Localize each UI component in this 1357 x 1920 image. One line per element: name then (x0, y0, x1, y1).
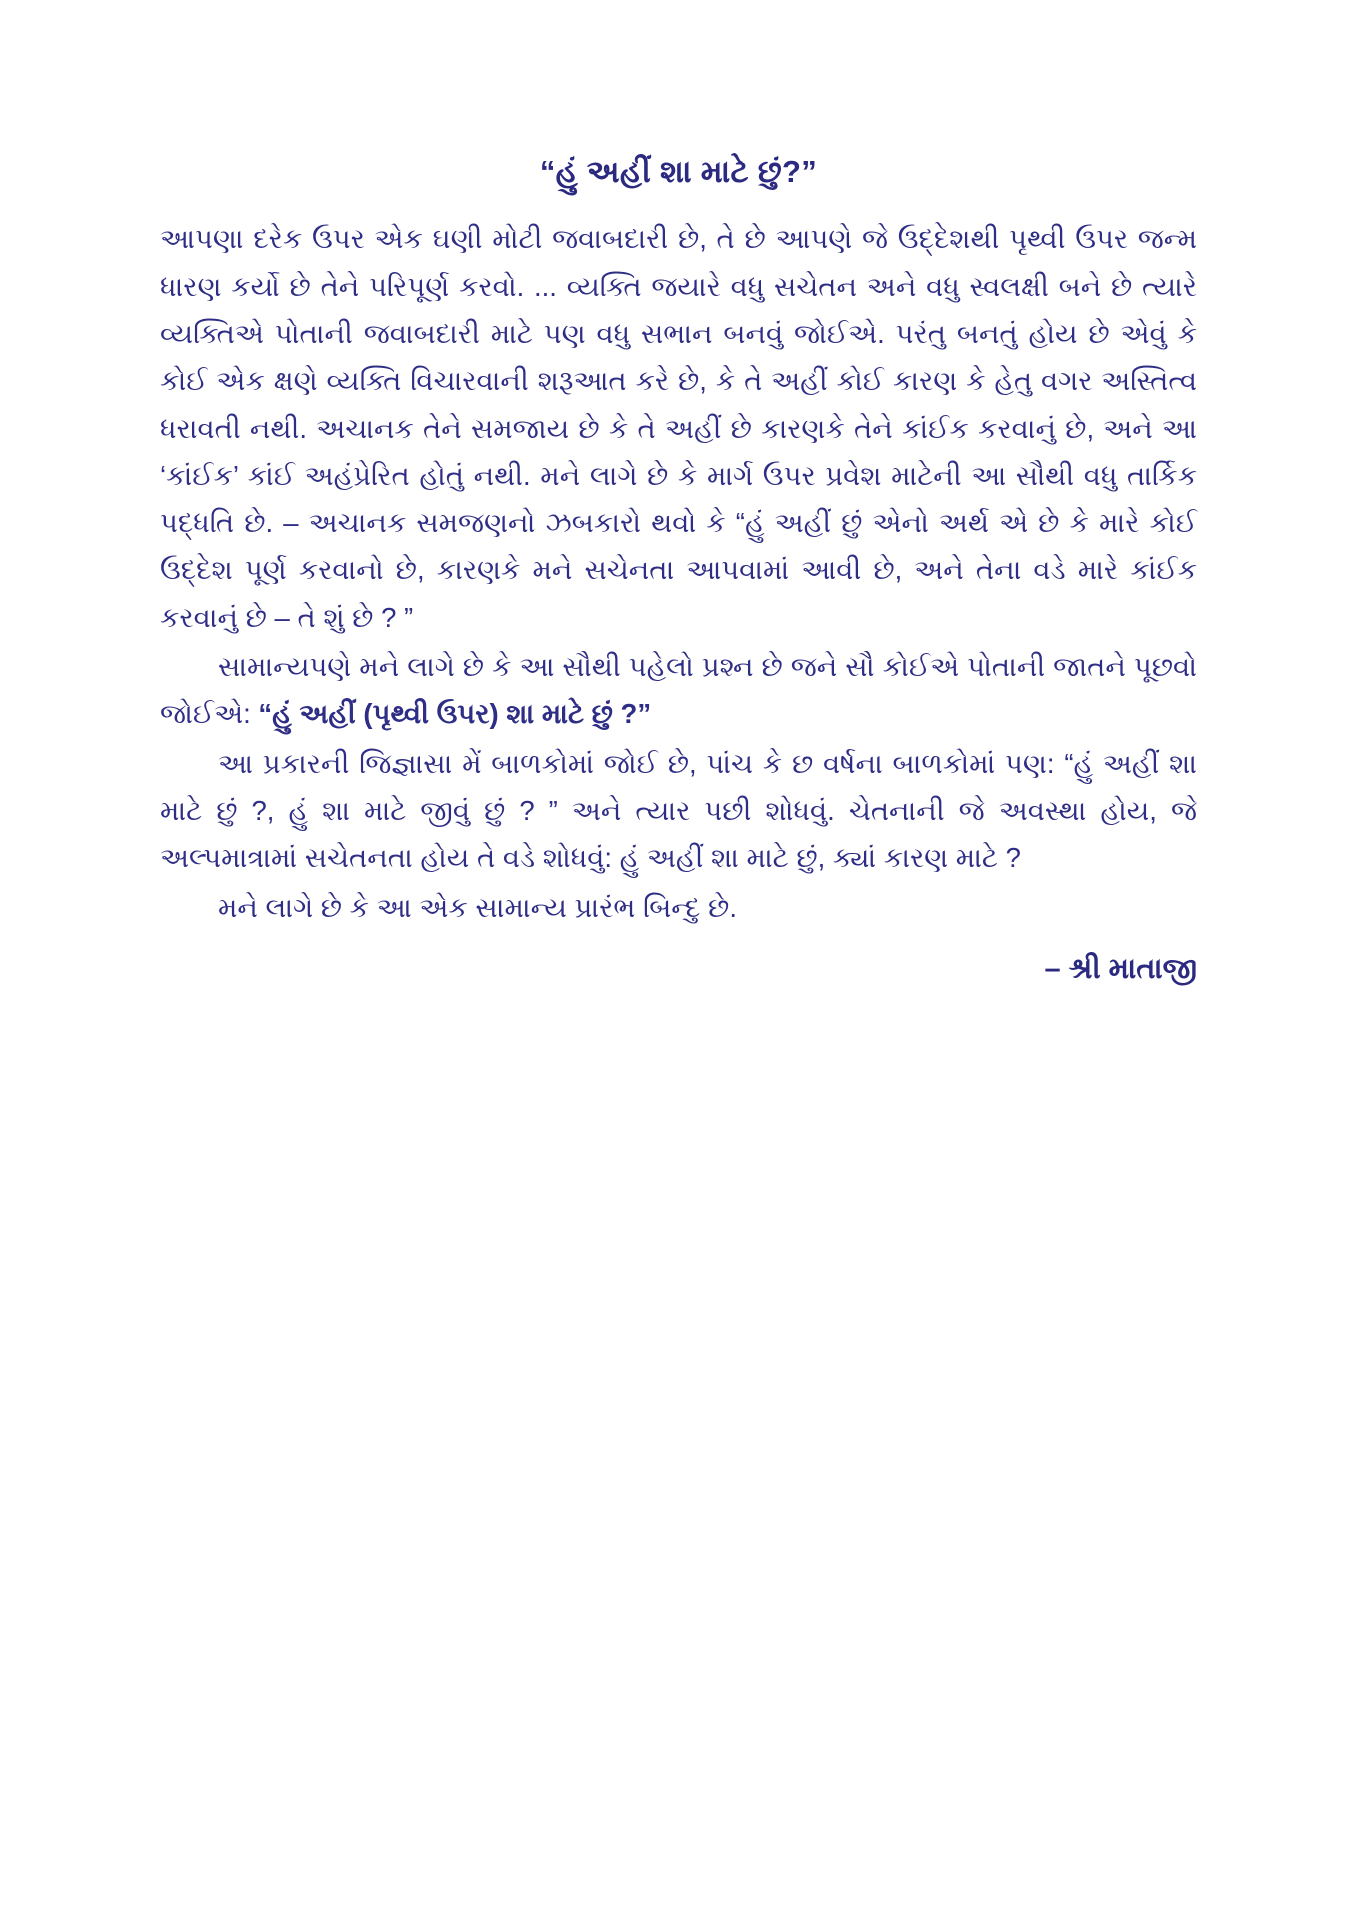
paragraph-3: આ પ્રકારની જિજ્ઞાસા મેં બાળકોમાં જોઈ છે, પાંચ કે છ વર્ષના બાળકોમાં પણ: “હું અહીં શા માટે છું ?, હું શા માટે જીવું છું ? ” અને ત્યાર પછી શોધવું. ચેતનાની જે અવસ્થા હોય, જે અલ્પમાત્રામાં સચેતનતા હોય તે વડે શોધવું: હું અહીં શા માટે છું, ક્યાં કારણ માટે ? (160, 747, 1197, 874)
paragraph-2-text: સામાન્યપણે મને લાગે છે કે આ સૌથી પહેલો પ્રશ્ન છે જને સૌ કોઈએ પોતાની જાતને પૂછવો જોઈએ: (160, 651, 1197, 730)
paragraph-2-emphasis: “હું અહીં (પૃથ્વી ઉપર) શા માટે છું ?” (258, 698, 652, 730)
paragraph-1: આપણા દરેક ઉપર એક ઘણી મોટી જવાબદારી છે, તે છે આપણે જે ઉદ્દેશથી પૃથ્વી ઉપર જન્મ ધારણ કર્યો છે તેને પરિપૂર્ણ કરવો. ... વ્યક્તિ જયારે વધુ સચેતન અને વધુ સ્વલક્ષી બને છે ત્યારે વ્યક્તિએ પોતાની જવાબદારી માટે પણ વધુ સભાન બનવું જોઈએ. પરંતુ બનતું હોય છે એવું કે કોઈ એક ક્ષણે વ્યક્તિ વિચારવાની શરૂઆત કરે છે, કે તે અહીં કોઈ કારણ કે હેતુ વગર અસ્તિત્વ ધરાવતી નથી. અચાનક તેને સમજાય છે કે તે અહીં છે કારણકે તેને કાંઈક કરવાનું છે, અને આ ‘કાંઈક’ કાંઈ અહંપ્રેરિત હોતું નથી. મને લાગે છે કે માર્ગ ઉપર પ્રવેશ માટેની આ સૌથી વધુ તાર્કિક પદ્ધતિ છે. – અચાનક સમજણનો ઝબકારો થવો કે “હું અહીં છું એનો અર્થ એ છે કે મારે કોઈ ઉદ્દેશ પૂર્ણ કરવાનો છે, કારણકે મને સચેનતા આપવામાં આવી છે, અને તેના વડે મારે કાંઈક કરવાનું છે – તે શું છે ? ” (160, 223, 1197, 633)
paragraph-2 (160, 643, 1197, 738)
author-signature: – શ્રી માતાજી (1044, 952, 1197, 985)
page-title: “હું અહીં શા માટે છું?” (539, 154, 818, 189)
document-body (160, 215, 1197, 994)
paragraph-4: મને લાગે છે કે આ એક સામાન્ય પ્રારંભ બિન્દુ છે. (218, 891, 737, 923)
